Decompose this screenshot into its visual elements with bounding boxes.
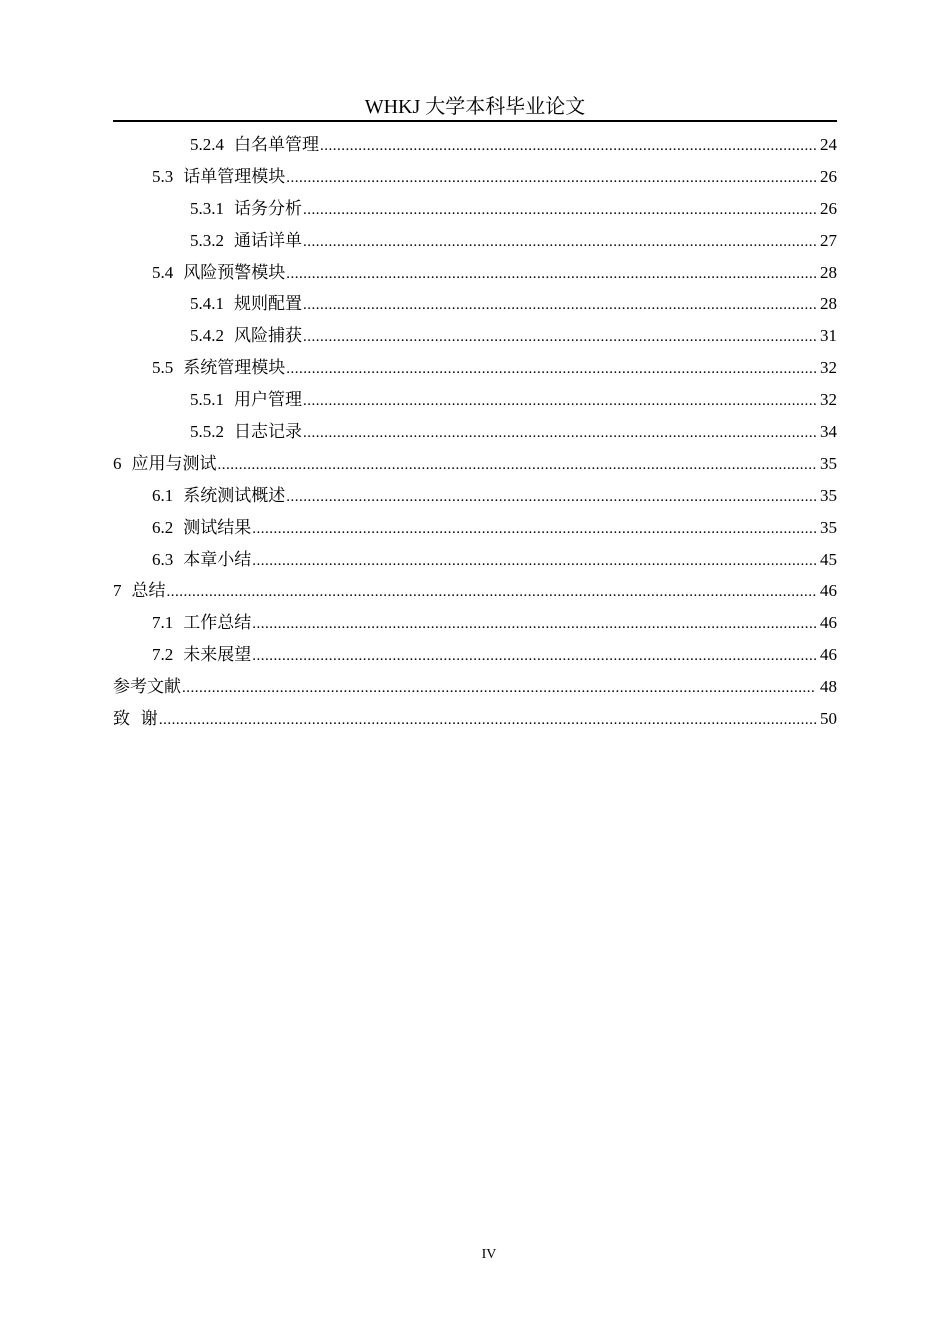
toc-dot-leader	[286, 361, 816, 378]
toc-entry-number: 7.1	[152, 613, 174, 633]
toc-entry-label: 总结	[131, 581, 166, 602]
toc-dot-leader	[303, 329, 816, 346]
toc-entry-label: 话单管理模块	[183, 166, 286, 187]
toc-dot-leader	[286, 489, 816, 506]
toc-entry-page: 46	[820, 645, 837, 665]
toc-dot-leader	[286, 266, 816, 283]
toc-entry-number: 5.4.2	[190, 326, 224, 346]
toc-entry-label: 日志记录	[234, 422, 302, 443]
toc-entry-number: 6.3	[152, 549, 174, 569]
toc-dot-leader	[252, 648, 816, 665]
toc-entry-page: 35	[820, 517, 837, 537]
toc-entry-label: 系统测试概述	[183, 485, 286, 506]
toc-entry-page: 27	[820, 230, 837, 250]
toc-dot-leader	[303, 425, 816, 442]
toc-entry-number: 7.2	[152, 645, 174, 665]
toc-entry-label: 用户管理	[234, 390, 302, 411]
toc-entry[interactable]	[113, 704, 837, 736]
toc-entry-page: 45	[820, 549, 837, 569]
toc-entry-number: 6.2	[152, 517, 174, 537]
toc-entry-label: 系统管理模块	[183, 358, 286, 379]
toc-dot-leader	[252, 616, 816, 633]
toc-entry[interactable]	[113, 321, 837, 353]
toc-entry-label: 白名单管理	[234, 135, 319, 155]
running-header: WHKJ 大学本科毕业论文	[364, 96, 586, 118]
toc-entry[interactable]	[113, 130, 837, 162]
toc-entry[interactable]	[113, 226, 837, 258]
page-number: IV	[481, 1247, 497, 1262]
toc-entry-number: 5.5	[152, 358, 174, 378]
toc-entry-page: 32	[820, 390, 837, 410]
toc-entry[interactable]	[113, 385, 837, 417]
toc-entry-number: 5.3.2	[190, 230, 224, 250]
toc-entry-label: 致 谢	[113, 709, 158, 730]
toc-entry[interactable]	[113, 258, 837, 290]
toc-entry-number: 6.1	[152, 485, 174, 505]
toc-entry-label: 话务分析	[234, 198, 302, 219]
toc-dot-leader	[182, 680, 816, 697]
toc-dot-leader	[303, 234, 816, 251]
toc-entry-label: 未来展望	[183, 645, 252, 666]
toc-dot-leader	[252, 553, 816, 570]
toc-entry-label: 参考文献	[113, 677, 181, 698]
toc-entry-number: 5.2.4	[190, 135, 224, 154]
toc-entry[interactable]	[113, 417, 837, 449]
toc-entry[interactable]	[113, 289, 837, 321]
table-of-contents	[113, 130, 837, 736]
toc-entry-label: 风险捕获	[234, 326, 302, 347]
toc-dot-leader	[167, 584, 817, 601]
toc-entry-page: 32	[820, 358, 837, 378]
toc-entry[interactable]	[113, 194, 837, 226]
toc-entry[interactable]	[113, 353, 837, 385]
toc-dot-leader	[286, 170, 816, 187]
toc-entry-page: 28	[820, 294, 837, 314]
toc-dot-leader	[252, 521, 816, 538]
toc-entry-page: 35	[820, 453, 837, 473]
toc-entry-page: 24	[820, 135, 837, 154]
toc-entry-page: 31	[820, 326, 837, 346]
toc-dot-leader	[320, 138, 816, 155]
toc-entry-page: 48	[820, 677, 837, 697]
toc-entry-page: 46	[820, 613, 837, 633]
toc-entry-label: 通话详单	[234, 230, 302, 251]
toc-entry-page: 46	[820, 581, 837, 601]
toc-entry-number: 6	[113, 453, 122, 473]
toc-entry-number: 5.5.1	[190, 390, 224, 410]
toc-entry-page: 34	[820, 422, 837, 442]
toc-entry-label: 规则配置	[234, 294, 302, 315]
toc-entry-label: 工作总结	[183, 613, 252, 634]
toc-dot-leader	[303, 202, 816, 219]
toc-entry-number: 5.4.1	[190, 294, 224, 314]
toc-entry-page: 26	[820, 166, 837, 186]
toc-entry[interactable]	[113, 640, 837, 672]
toc-entry-label: 应用与测试	[131, 453, 217, 474]
toc-entry-label: 风险预警模块	[183, 262, 286, 283]
toc-entry[interactable]	[113, 162, 837, 194]
toc-entry[interactable]	[113, 481, 837, 513]
toc-entry-number: 5.5.2	[190, 422, 224, 442]
toc-dot-leader	[303, 297, 816, 314]
toc-entry-page: 50	[820, 709, 837, 729]
toc-entry-number: 7	[113, 581, 122, 601]
toc-entry-label: 测试结果	[183, 517, 252, 538]
toc-entry-number: 5.3.1	[190, 198, 224, 218]
toc-entry[interactable]	[113, 545, 837, 577]
toc-entry-number: 5.4	[152, 262, 174, 282]
toc-dot-leader	[159, 712, 816, 729]
toc-entry[interactable]	[113, 672, 837, 704]
toc-entry-page: 35	[820, 485, 837, 505]
toc-entry-page: 26	[820, 198, 837, 218]
toc-entry-page: 28	[820, 262, 837, 282]
toc-dot-leader	[303, 393, 816, 410]
toc-entry[interactable]	[113, 608, 837, 640]
toc-dot-leader	[218, 457, 817, 474]
toc-entry-number: 5.3	[152, 166, 174, 186]
toc-entry[interactable]	[113, 513, 837, 545]
toc-entry-label: 本章小结	[183, 549, 252, 570]
header-rule	[113, 120, 837, 122]
toc-entry[interactable]	[113, 576, 837, 608]
toc-entry[interactable]	[113, 449, 837, 481]
